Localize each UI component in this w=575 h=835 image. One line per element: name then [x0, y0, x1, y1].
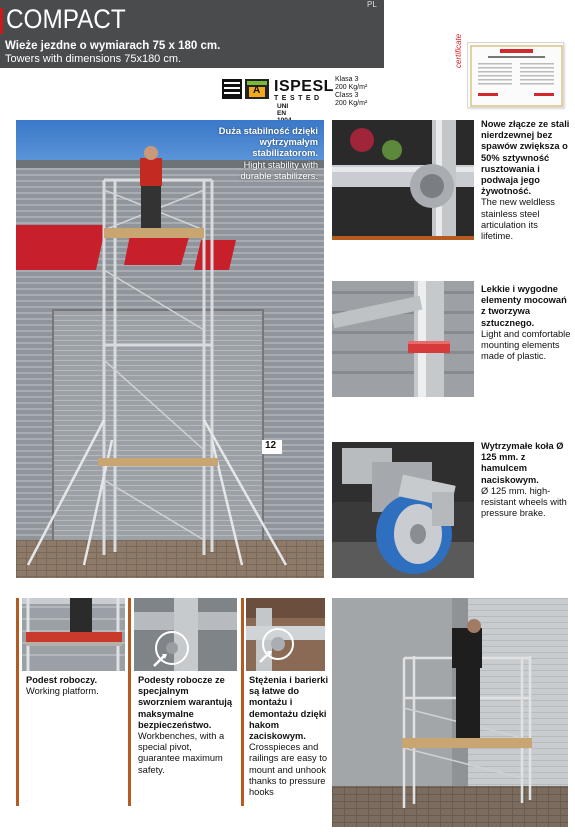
main-caption-en: Hight stability with durable stabilizers. — [240, 159, 318, 181]
working-platform-photo — [22, 598, 125, 671]
bottom-caption-1 — [26, 675, 121, 697]
divider — [332, 236, 474, 240]
feature-3-pl: Wytrzymałe koła Ø 125 mm. z hamulcem naciskowym. — [481, 441, 564, 485]
bottom-caption-2 — [138, 675, 235, 776]
ispesl-logo: ISPESL — [274, 78, 334, 95]
page-title: COMPACT — [6, 4, 126, 34]
load-en: 200 Kg/m² — [335, 100, 368, 107]
joint-photo — [332, 120, 474, 236]
bottom-1-pl: Podest roboczy. — [26, 675, 98, 685]
feature-1-pl: Nowe złącze ze stali nierdzewnej bez spawów zwiększa o 50% sztywność rusztowania i podwaja jego żywotność. — [481, 119, 570, 197]
feature-2-pl: Lekkie i wygodne elementy mocowań z tworzywa sztucznego. — [481, 284, 567, 328]
grade-badge — [245, 79, 269, 99]
bottom-bar-2 — [128, 598, 131, 806]
certificate-label: certificate — [454, 33, 463, 68]
bottom-3-pl: Stężenia i barierki są łatwe do montażu i demontażu dzięki hakom zaciskowym. — [249, 675, 329, 742]
feature-3-en: Ø 125 mm. high-resistant wheels with pressure brake. — [481, 485, 567, 519]
tested-label: TESTED — [274, 95, 323, 102]
class-pl: Klasa 3 — [335, 76, 359, 83]
bottom-bar-3 — [241, 598, 244, 806]
main-caption — [216, 126, 318, 182]
grade-letter: A — [253, 85, 261, 96]
safety-badge — [222, 79, 242, 99]
class-info — [335, 76, 395, 108]
load-pl: 200 Kg/m² — [335, 84, 368, 91]
pressure-hook-photo — [246, 598, 325, 671]
bottom-2-pl: Podesty robocze ze specjalnym sworzniem warantują maksymalne bezpieczeństwo. — [138, 675, 233, 730]
bottom-1-en: Working platform. — [26, 686, 99, 697]
feature-caption-3 — [481, 441, 571, 519]
class-en: Class 3 — [335, 92, 359, 99]
header-accent — [0, 8, 3, 34]
door-number: 12 — [265, 440, 277, 451]
feature-caption-2 — [481, 284, 571, 362]
main-caption-pl: Duża stabilność dzięki wytrzymałym stabilizatorom. — [218, 126, 318, 159]
language-code: PL — [367, 0, 377, 9]
subtitle-pl: Wieże jezdne o wymiarach 75 x 180 cm. — [5, 40, 221, 52]
bottom-2-en: Workbenches, with a special pivot, guarantee maximum safety. — [138, 731, 225, 775]
uni-norm: UNI EN — [277, 103, 289, 117]
feature-2-en: Light and comfortable mounting elements made of plastic. — [481, 328, 571, 362]
tower-photo-bottom — [332, 598, 568, 827]
certificate-image — [467, 42, 564, 108]
wheel-photo — [332, 442, 474, 578]
pivot-photo — [134, 598, 237, 671]
main-tower-photo — [16, 120, 324, 578]
plastic-mount-photo — [332, 281, 474, 397]
bottom-3-en: Crosspieces and railings are easy to mount and unhook thanks to pressure hooks — [249, 742, 328, 798]
feature-caption-1 — [481, 119, 571, 242]
header-banner — [0, 0, 384, 68]
feature-1-en: The new weldless stainless steel articulation its lifetime. — [481, 197, 555, 242]
bottom-caption-3 — [249, 675, 329, 798]
subtitle-en: Towers with dimensions 75x180 cm. — [5, 53, 182, 65]
bottom-bar-1 — [16, 598, 19, 806]
